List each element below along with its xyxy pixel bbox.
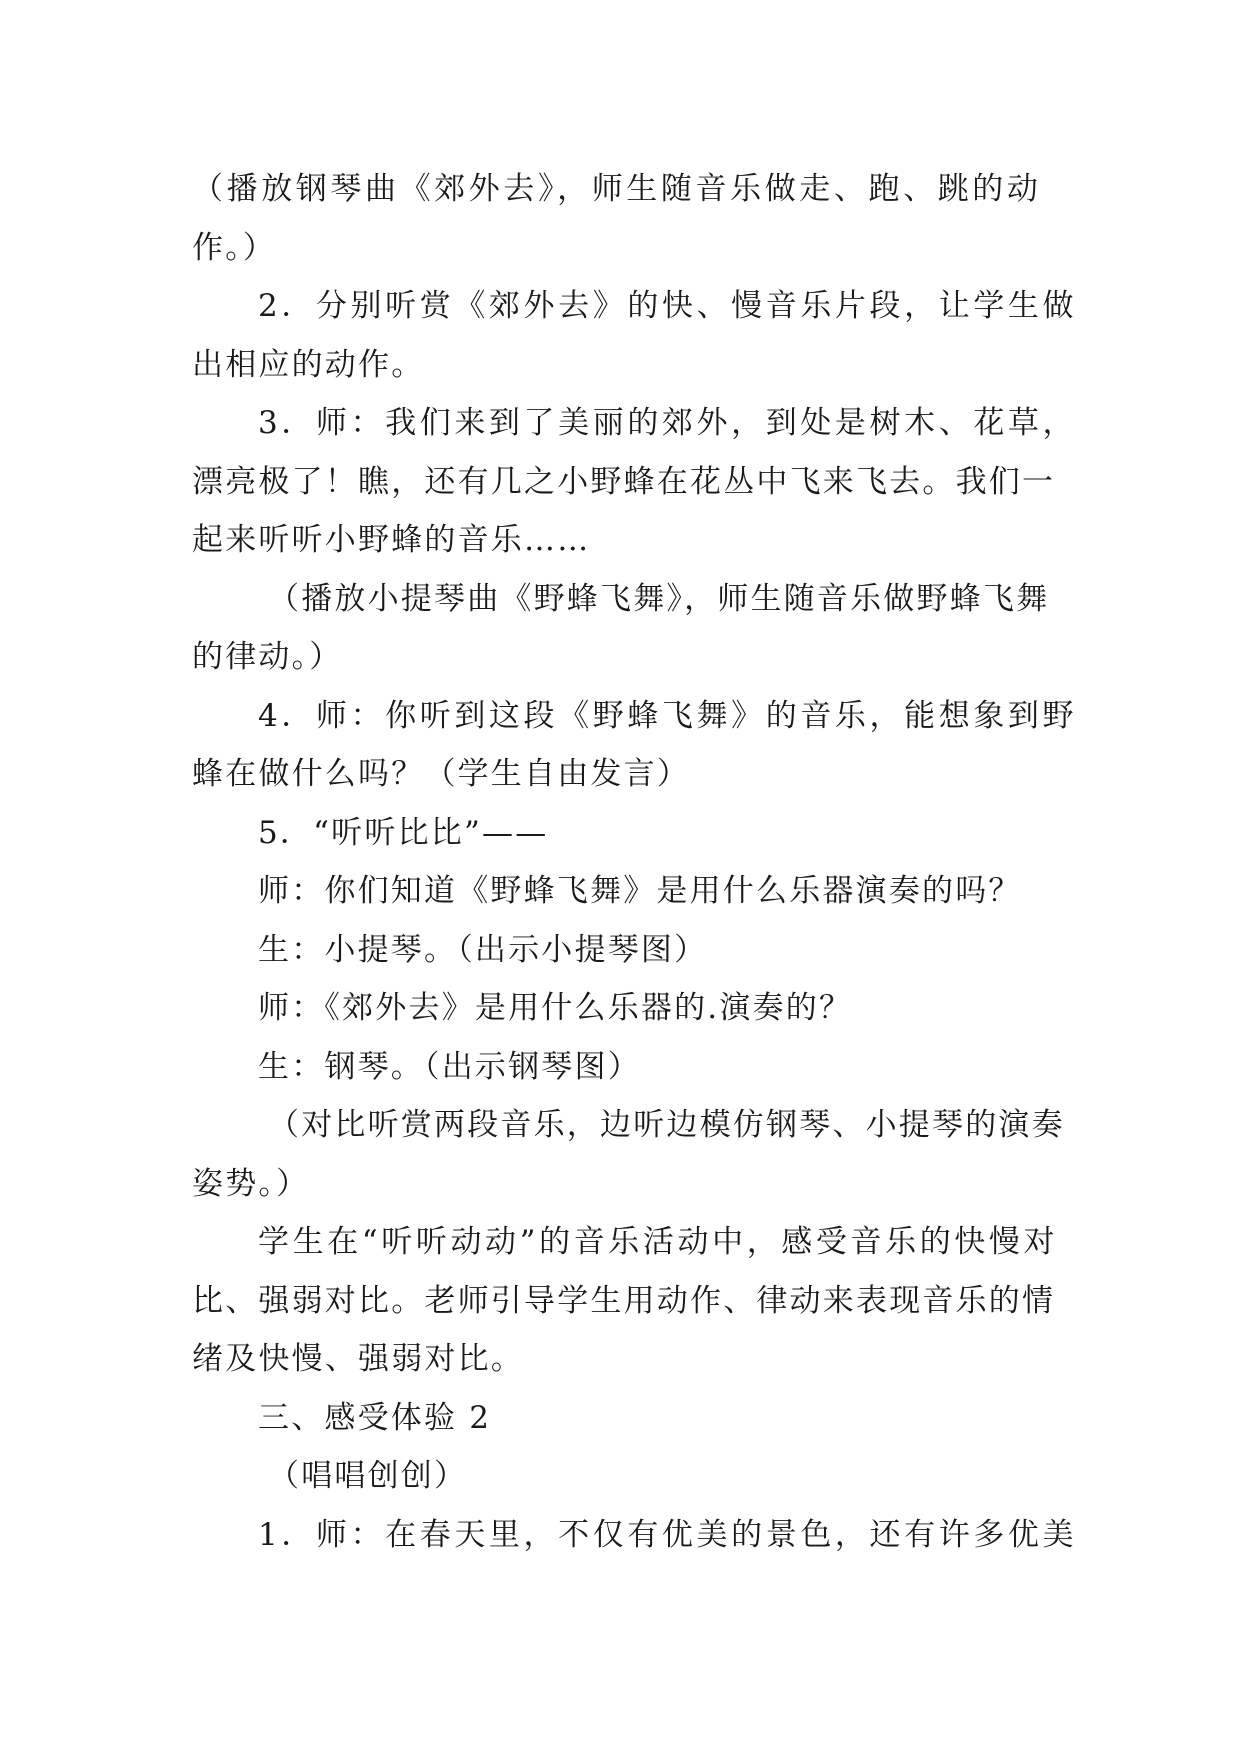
paragraph-line: 学生在“听听动动”的音乐活动中，感受音乐的快慢对: [258, 1224, 1059, 1260]
paragraph-line: 作。）: [192, 229, 277, 266]
paragraph-line: （播放钢琴曲《郊外去》，师生随音乐做走、跑、跳的动: [192, 171, 1042, 207]
paragraph-line: 姿势。）: [192, 1165, 310, 1202]
paragraph-line: 漂亮极了！瞧，还有几之小野蜂在花丛中飞来飞去。我们一: [192, 463, 1056, 500]
paragraph-line: 1．师：在春天里，不仅有优美的景色，还有许多优美: [258, 1516, 1078, 1553]
paragraph-line: 蜂在做什么吗？（学生自由发言）: [192, 756, 690, 792]
paragraph-line: 出相应的动作。: [192, 346, 425, 383]
paragraph-line: （播放小提琴曲《野蜂飞舞》，师生随音乐做野蜂飞舞: [268, 580, 1050, 617]
paragraph-line: 师：《郊外去》是用什么乐器的.演奏的？: [258, 990, 853, 1026]
paragraph-line: 起来听听小野蜂的音乐……: [192, 522, 591, 558]
paragraph-line: 的律动。）: [192, 639, 343, 675]
paragraph-line: 比、强弱对比。老师引导学生用动作、律动来表现音乐的情: [192, 1282, 1056, 1319]
paragraph-line: 生：钢琴。（出示钢琴图）: [258, 1048, 641, 1085]
paragraph-line: 3．师：我们来到了美丽的郊外，到处是树木、花草，: [258, 405, 1078, 441]
paragraph-line: 5．“听听比比”——: [258, 814, 549, 851]
paragraph-line: 4．师：你听到这段《野蜂飞舞》的音乐，能想象到野: [258, 697, 1078, 734]
paragraph-line: （对比听赏两段音乐，边听边模仿钢琴、小提琴的演奏: [268, 1107, 1065, 1143]
paragraph-line: 2．分别听赏《郊外去》的快、慢音乐片段，让学生做: [258, 288, 1078, 324]
paragraph-line: 师：你们知道《野蜂飞舞》是用什么乐器演奏的吗？: [258, 873, 1022, 909]
paragraph-line: （唱唱创创）: [268, 1458, 468, 1494]
paragraph-line: 绪及快慢、强弱对比。: [192, 1341, 524, 1377]
document-body: [192, 160, 1078, 1564]
paragraph-line: 生：小提琴。（出示小提琴图）: [258, 931, 708, 968]
section-heading: 三、感受体验 2: [258, 1399, 492, 1436]
